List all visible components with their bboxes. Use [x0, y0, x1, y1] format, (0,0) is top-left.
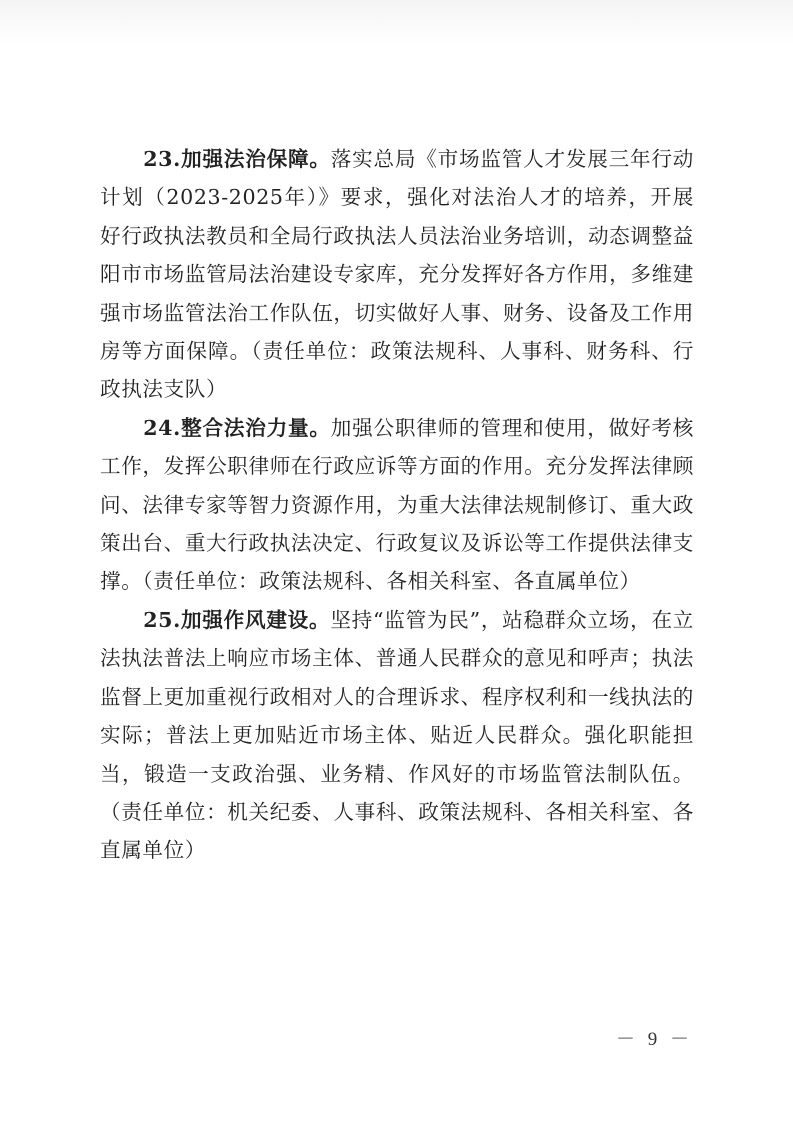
- item-heading: 加强法治保障。: [180, 147, 331, 171]
- item-number: 23.: [143, 147, 181, 171]
- item-heading: 加强作风建设。: [180, 607, 331, 632]
- paragraph-23: [100, 140, 694, 409]
- item-body: 加强公职律师的管理和使用，做好考核工作，发挥公职律师在行政应诉等方面的作用。充分发挥法律顾问、法律专家等智力资源作用，为重大法律法规制修订、重大政策出台、重大行政执法决定、行政复议及诉讼等工作提供法律支撑。（责任单位：政策法规科、各相关科室、各直属单位）: [100, 415, 694, 594]
- document-body: [100, 140, 694, 870]
- scan-top-edge: [0, 0, 793, 44]
- item-body: 坚持“监管为民”，站稳群众立场，在立法执法普法上响应市场主体、普通人民群众的意见和呼声；执法监督上更加重视行政相对人的合理诉求、程序权利和一线执法的实际；普法上更加贴近市场主体、贴近人民群众。强化职能担当，锻造一支政治强、业务精、作风好的市场监管法制队伍。（责任单位：机关纪委、人事科、政策法规科、各相关科室、各直属单位）: [100, 607, 695, 863]
- item-heading: 整合法治力量。: [180, 415, 331, 440]
- paragraph-25: [100, 601, 694, 870]
- page-number: － 9 －: [615, 1029, 693, 1050]
- item-number: 25.: [143, 607, 181, 632]
- item-number: 24.: [143, 415, 181, 440]
- paragraph-24: [100, 409, 694, 601]
- item-body: 落实总局《市场监管人才发展三年行动计划（2023-2025年）》要求，强化对法治人才的培养，开展好行政执法教员和全局行政执法人员法治业务培训，动态调整益阳市市场监管局法治建设专家库，充分发挥好各方作用，多维建强市场监管法治工作队伍，切实做好人事、财务、设备及工作用房等方面保障。（责任单位：政策法规科、人事科、财务科、行政执法支队）: [100, 147, 694, 402]
